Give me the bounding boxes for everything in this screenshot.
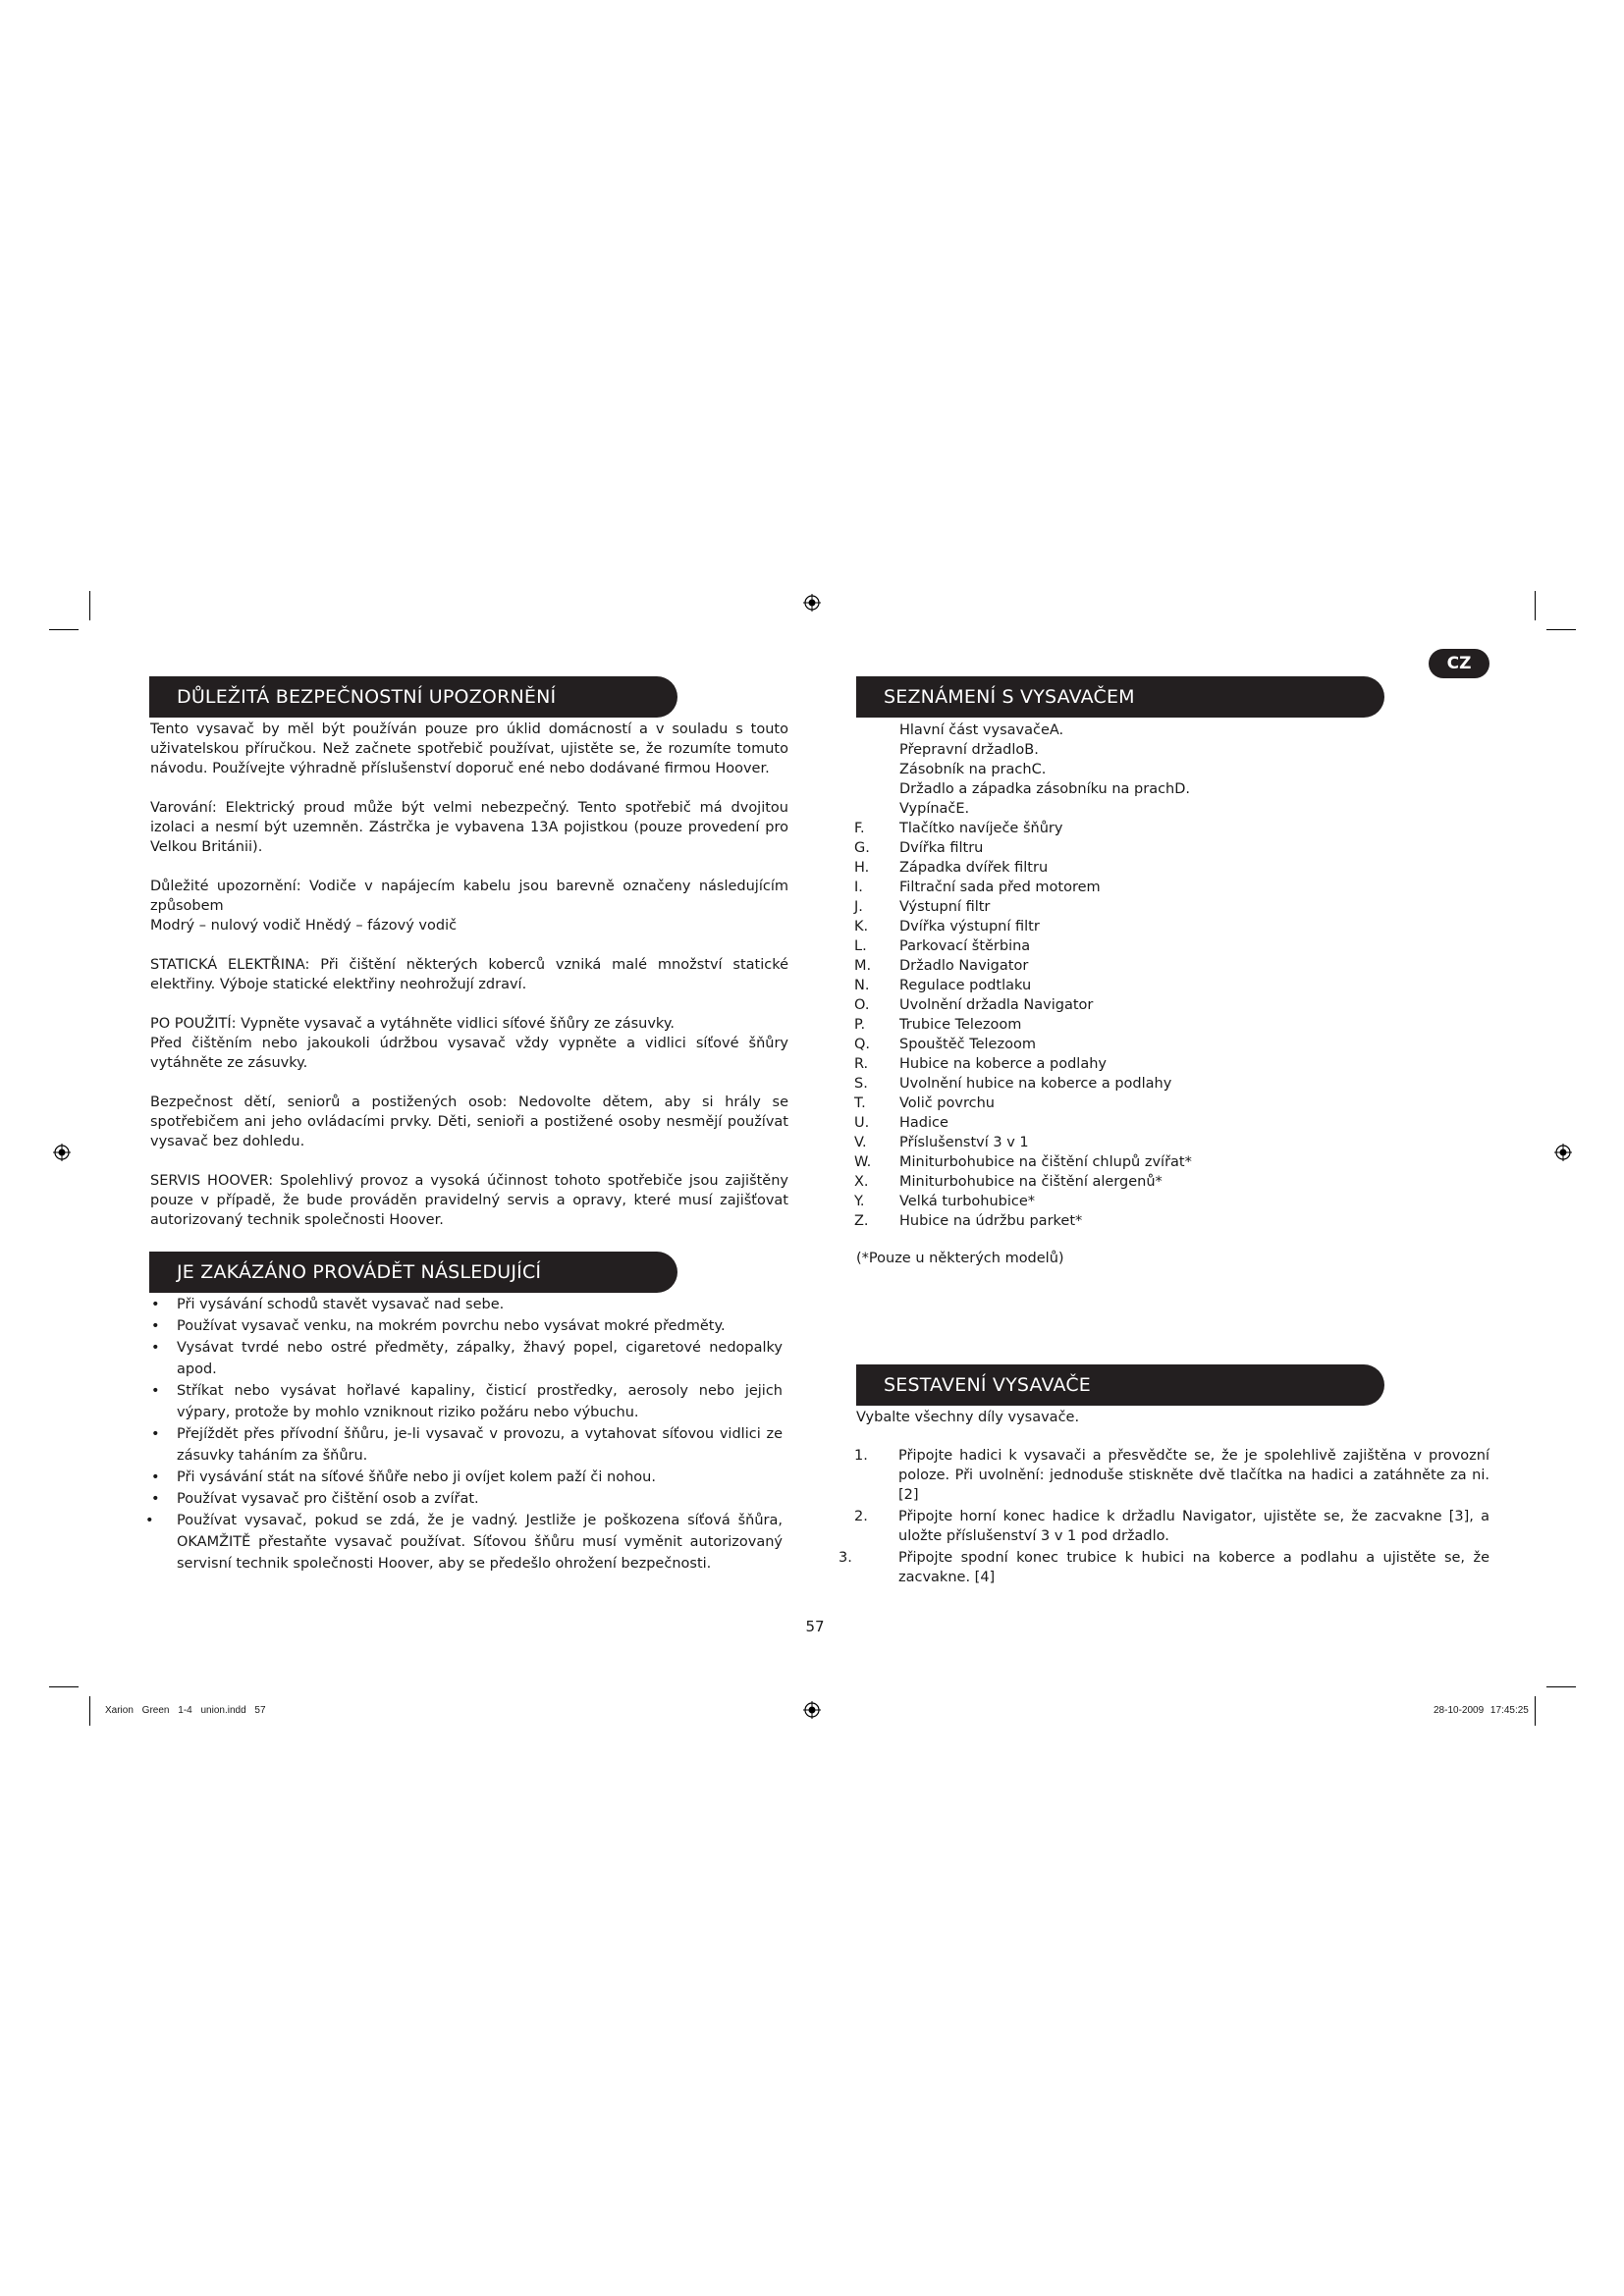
list-item: • Stříkat nebo vysávat hořlavé kapaliny, čisticí prostředky, aerosoly nebo jejich výpary, protože by mohlo vzniknout riziko požáru nebo výbuchu.: [151, 1383, 783, 1420]
parts-list-item: [854, 956, 1404, 976]
parts-letter: M.: [854, 958, 872, 974]
parts-letter: G.: [854, 840, 870, 856]
parts-text: Uvolnění držadla Navigator: [899, 997, 1094, 1013]
parts-letter: U.: [854, 1115, 870, 1131]
crop-mark: [1535, 1696, 1536, 1726]
language-badge: CZ: [1429, 649, 1489, 678]
safety-paragraph: SERVIS HOOVER: Spolehlivý provoz a vysoká účinnost tohoto spotřebiče jsou zajištěny pouze v případě, že bude prováděn pravidelný servis a opravy, které musí zajišťovat autorizovaný technik společnosti Hoover.: [150, 1173, 788, 1228]
parts-text: Dvířka výstupní filtr: [899, 919, 1040, 934]
parts-text: Trubice Telezoom: [899, 1017, 1022, 1033]
parts-list-item: [854, 936, 1404, 956]
parts-list: [854, 721, 1404, 1231]
registration-mark-icon: [803, 594, 821, 612]
crop-mark: [89, 591, 90, 620]
parts-list-item: [854, 917, 1404, 936]
parts-letter: P.: [854, 1017, 866, 1033]
parts-letter: X.: [854, 1174, 869, 1190]
parts-letter: L.: [854, 938, 867, 954]
registration-mark-icon: [1554, 1144, 1572, 1161]
safety-paragraph: PO POUŽITÍ: Vypněte vysavač a vytáhněte vidlici síťové šňůry ze zásuvky.: [150, 1016, 675, 1032]
parts-list-item: [854, 1133, 1404, 1152]
parts-list-item: [854, 721, 1404, 740]
parts-list-item: [854, 799, 1404, 819]
parts-letter: W.: [854, 1154, 872, 1170]
parts-letter: [854, 799, 899, 819]
safety-paragraph: Důležité upozornění: Vodiče v napájecím kabelu jsou barevně označeny následujícím způsobem: [150, 879, 788, 914]
parts-letter: [854, 740, 899, 760]
parts-text: Dvířka filtru: [899, 840, 984, 856]
safety-text: [150, 720, 788, 1230]
parts-text: Hubice na koberce a podlahy: [899, 1056, 1107, 1072]
parts-list-item: [854, 779, 1404, 799]
page-number: 57: [805, 1618, 825, 1635]
crop-mark: [89, 1696, 90, 1726]
list-item: • Používat vysavač venku, na mokrém povrchu nebo vysávat mokré předměty.: [151, 1318, 726, 1334]
parts-letter: T.: [854, 1095, 866, 1111]
section-header-forbidden: JE ZAKÁZÁNO PROVÁDĚT NÁSLEDUJÍCÍ: [149, 1252, 677, 1293]
parts-list-item: [854, 1035, 1404, 1054]
parts-text: Přepravní držadloB.: [899, 742, 1039, 758]
parts-letter: K.: [854, 919, 869, 934]
parts-text: Držadlo Navigator: [899, 958, 1029, 974]
parts-letter: [854, 779, 899, 799]
slug-file: Xarion Green 1-4 union.indd 57: [105, 1705, 266, 1716]
parts-text: Příslušenství 3 v 1: [899, 1135, 1029, 1150]
parts-text: Regulace podtlaku: [899, 978, 1032, 993]
safety-paragraph: Bezpečnost dětí, seniorů a postižených osob: Nedovolte dětem, aby si hrály se spotřebičem ani jeho ovládacími prvky. Děti, senioři a postižené osoby nesmějí používat vysavač bez dohledu.: [150, 1095, 788, 1149]
list-item: 3. Připojte spodní konec trubice k hubici na koberce a podlahu a ujistěte se, že zacvakne. [4]: [839, 1550, 1489, 1585]
section-header-parts: SEZNÁMENÍ S VYSAVAČEM: [856, 676, 1384, 718]
parts-text: Zásobník na prachC.: [899, 762, 1047, 777]
section-header-safety: DŮLEŽITÁ BEZPEČNOSTNÍ UPOZORNĚNÍ: [149, 676, 677, 718]
parts-list-item: [854, 976, 1404, 995]
parts-text: Hubice na údržbu parket*: [899, 1213, 1083, 1229]
parts-text: Parkovací štěrbina: [899, 938, 1031, 954]
parts-text: Výstupní filtr: [899, 899, 991, 915]
section-header-assembly: SESTAVENÍ VYSAVAČE: [856, 1364, 1384, 1406]
registration-mark-icon: [803, 1701, 821, 1719]
parts-list-item: [854, 1074, 1404, 1094]
parts-text: VypínačE.: [899, 801, 970, 817]
safety-paragraph: Varování: Elektrický proud může být velmi nebezpečný. Tento spotřebič má dvojitou izolaci a nesmí být uzemněn. Zástrčka je vybavena 13A pojistkou (pouze provedení pro Velkou Británii).: [150, 800, 788, 855]
parts-letter: Y.: [854, 1194, 865, 1209]
list-item: • Používat vysavač, pokud se zdá, že je vadný. Jestliže je poškozena síťová šňůra, OKAMŽITĚ přestaňte vysavač používat. Síťovou šňůru musí vyměnit autorizovaný servisní technik společnosti Hoover, aby se předešlo ohrožení bezpečnosti.: [145, 1513, 783, 1572]
parts-list-item: [854, 1094, 1404, 1113]
parts-list-item: [854, 1113, 1404, 1133]
parts-text: Volič povrchu: [899, 1095, 995, 1111]
parts-list-item: [854, 1211, 1404, 1231]
parts-text: Filtrační sada před motorem: [899, 880, 1101, 895]
parts-list-item: [854, 819, 1404, 838]
parts-letter: I.: [854, 880, 863, 895]
crop-mark: [49, 629, 79, 630]
parts-list-item: [854, 838, 1404, 858]
parts-text: Hadice: [899, 1115, 948, 1131]
safety-paragraph: Před čištěním nebo jakoukoli údržbou vysavač vždy vypněte a vidlici síťové šňůry vytáhněte ze zásuvky.: [150, 1036, 788, 1071]
assembly-intro: Vybalte všechny díly vysavače.: [856, 1410, 1080, 1425]
list-item: • Při vysávání schodů stavět vysavač nad sebe.: [151, 1297, 505, 1312]
safety-paragraph: Modrý – nulový vodič Hnědý – fázový vodič: [150, 918, 458, 934]
parts-list-item: [854, 1054, 1404, 1074]
parts-text: Uvolnění hubice na koberce a podlahy: [899, 1076, 1172, 1092]
safety-paragraph: Tento vysavač by měl být používán pouze pro úklid domácností a v souladu s touto uživatelskou příručkou. Než začnete spotřebič používat, ujistěte se, že rozumíte tomuto návodu. Používejte výhradně příslušenství doporuč ené nebo dodávané firmou Hoover.: [150, 721, 788, 776]
parts-letter: [854, 721, 899, 740]
parts-list-item: [854, 740, 1404, 760]
parts-letter: N.: [854, 978, 870, 993]
crop-mark: [1535, 591, 1536, 620]
crop-mark: [1546, 1686, 1576, 1687]
parts-list-item: [854, 1192, 1404, 1211]
parts-letter: S.: [854, 1076, 868, 1092]
parts-list-item: [854, 858, 1404, 878]
list-item: • Přejíždět přes přívodní šňůru, je-li vysavač v provozu, a vytahovat síťovou vidlici ze zásuvky taháním za šňůru.: [151, 1426, 783, 1464]
crop-mark: [1546, 629, 1576, 630]
parts-letter: Q.: [854, 1037, 871, 1052]
parts-letter: H.: [854, 860, 870, 876]
parts-text: Spouštěč Telezoom: [899, 1037, 1036, 1052]
parts-text: Velká turbohubice*: [899, 1194, 1036, 1209]
parts-list-item: [854, 760, 1404, 779]
parts-text: Držadlo a západka zásobníku na prachD.: [899, 781, 1191, 797]
parts-letter: O.: [854, 997, 870, 1013]
parts-list-item: [854, 1152, 1404, 1172]
parts-text: Západka dvířek filtru: [899, 860, 1049, 876]
parts-text: Hlavní část vysavačeA.: [899, 722, 1064, 738]
parts-text: Miniturbohubice na čištění alergenů*: [899, 1174, 1163, 1190]
list-item: 2. Připojte horní konec hadice k držadlu Navigator, ujistěte se, že zacvakne [3], a uložte příslušenství 3 v 1 pod držadlo.: [854, 1509, 1489, 1544]
parts-letter: V.: [854, 1135, 867, 1150]
parts-letter: F.: [854, 821, 865, 836]
parts-text: Miniturbohubice na čištění chlupů zvířat*: [899, 1154, 1192, 1170]
parts-footnote: (*Pouze u některých modelů): [856, 1251, 1064, 1266]
parts-list-item: [854, 878, 1404, 897]
list-item: • Vysávat tvrdé nebo ostré předměty, zápalky, žhavý popel, cigaretové nedopalky apod.: [151, 1340, 783, 1377]
safety-paragraph: STATICKÁ ELEKTŘINA: Při čištění některých koberců vzniká malé množství statické elektřiny. Výboje statické elektřiny neohrožují zdraví.: [150, 957, 788, 992]
assembly-steps: [839, 1446, 1489, 1589]
list-item: 1. Připojte hadici k vysavači a přesvědčte se, že je spolehlivě zajištěna v provozní poloze. Při uvolnění: jednoduše stiskněte dvě tlačítka na hadici a zatáhněte za ni. [2]: [854, 1448, 1489, 1503]
parts-list-item: [854, 995, 1404, 1015]
list-item: • Při vysávání stát na síťové šňůře nebo ji ovíjet kolem paží či nohou.: [151, 1469, 656, 1485]
parts-list-item: [854, 1172, 1404, 1192]
parts-list-item: [854, 1015, 1404, 1035]
forbidden-list: [145, 1294, 783, 1575]
slug-datetime: 28-10-2009 17:45:25: [1434, 1705, 1529, 1716]
parts-letter: J.: [854, 899, 863, 915]
parts-letter: Z.: [854, 1213, 869, 1229]
registration-mark-icon: [53, 1144, 71, 1161]
list-item: • Používat vysavač pro čištění osob a zvířat.: [151, 1491, 479, 1507]
parts-text: Tlačítko navíječe šňůry: [899, 821, 1063, 836]
parts-list-item: [854, 897, 1404, 917]
crop-mark: [49, 1686, 79, 1687]
parts-letter: [854, 760, 899, 779]
parts-letter: R.: [854, 1056, 869, 1072]
